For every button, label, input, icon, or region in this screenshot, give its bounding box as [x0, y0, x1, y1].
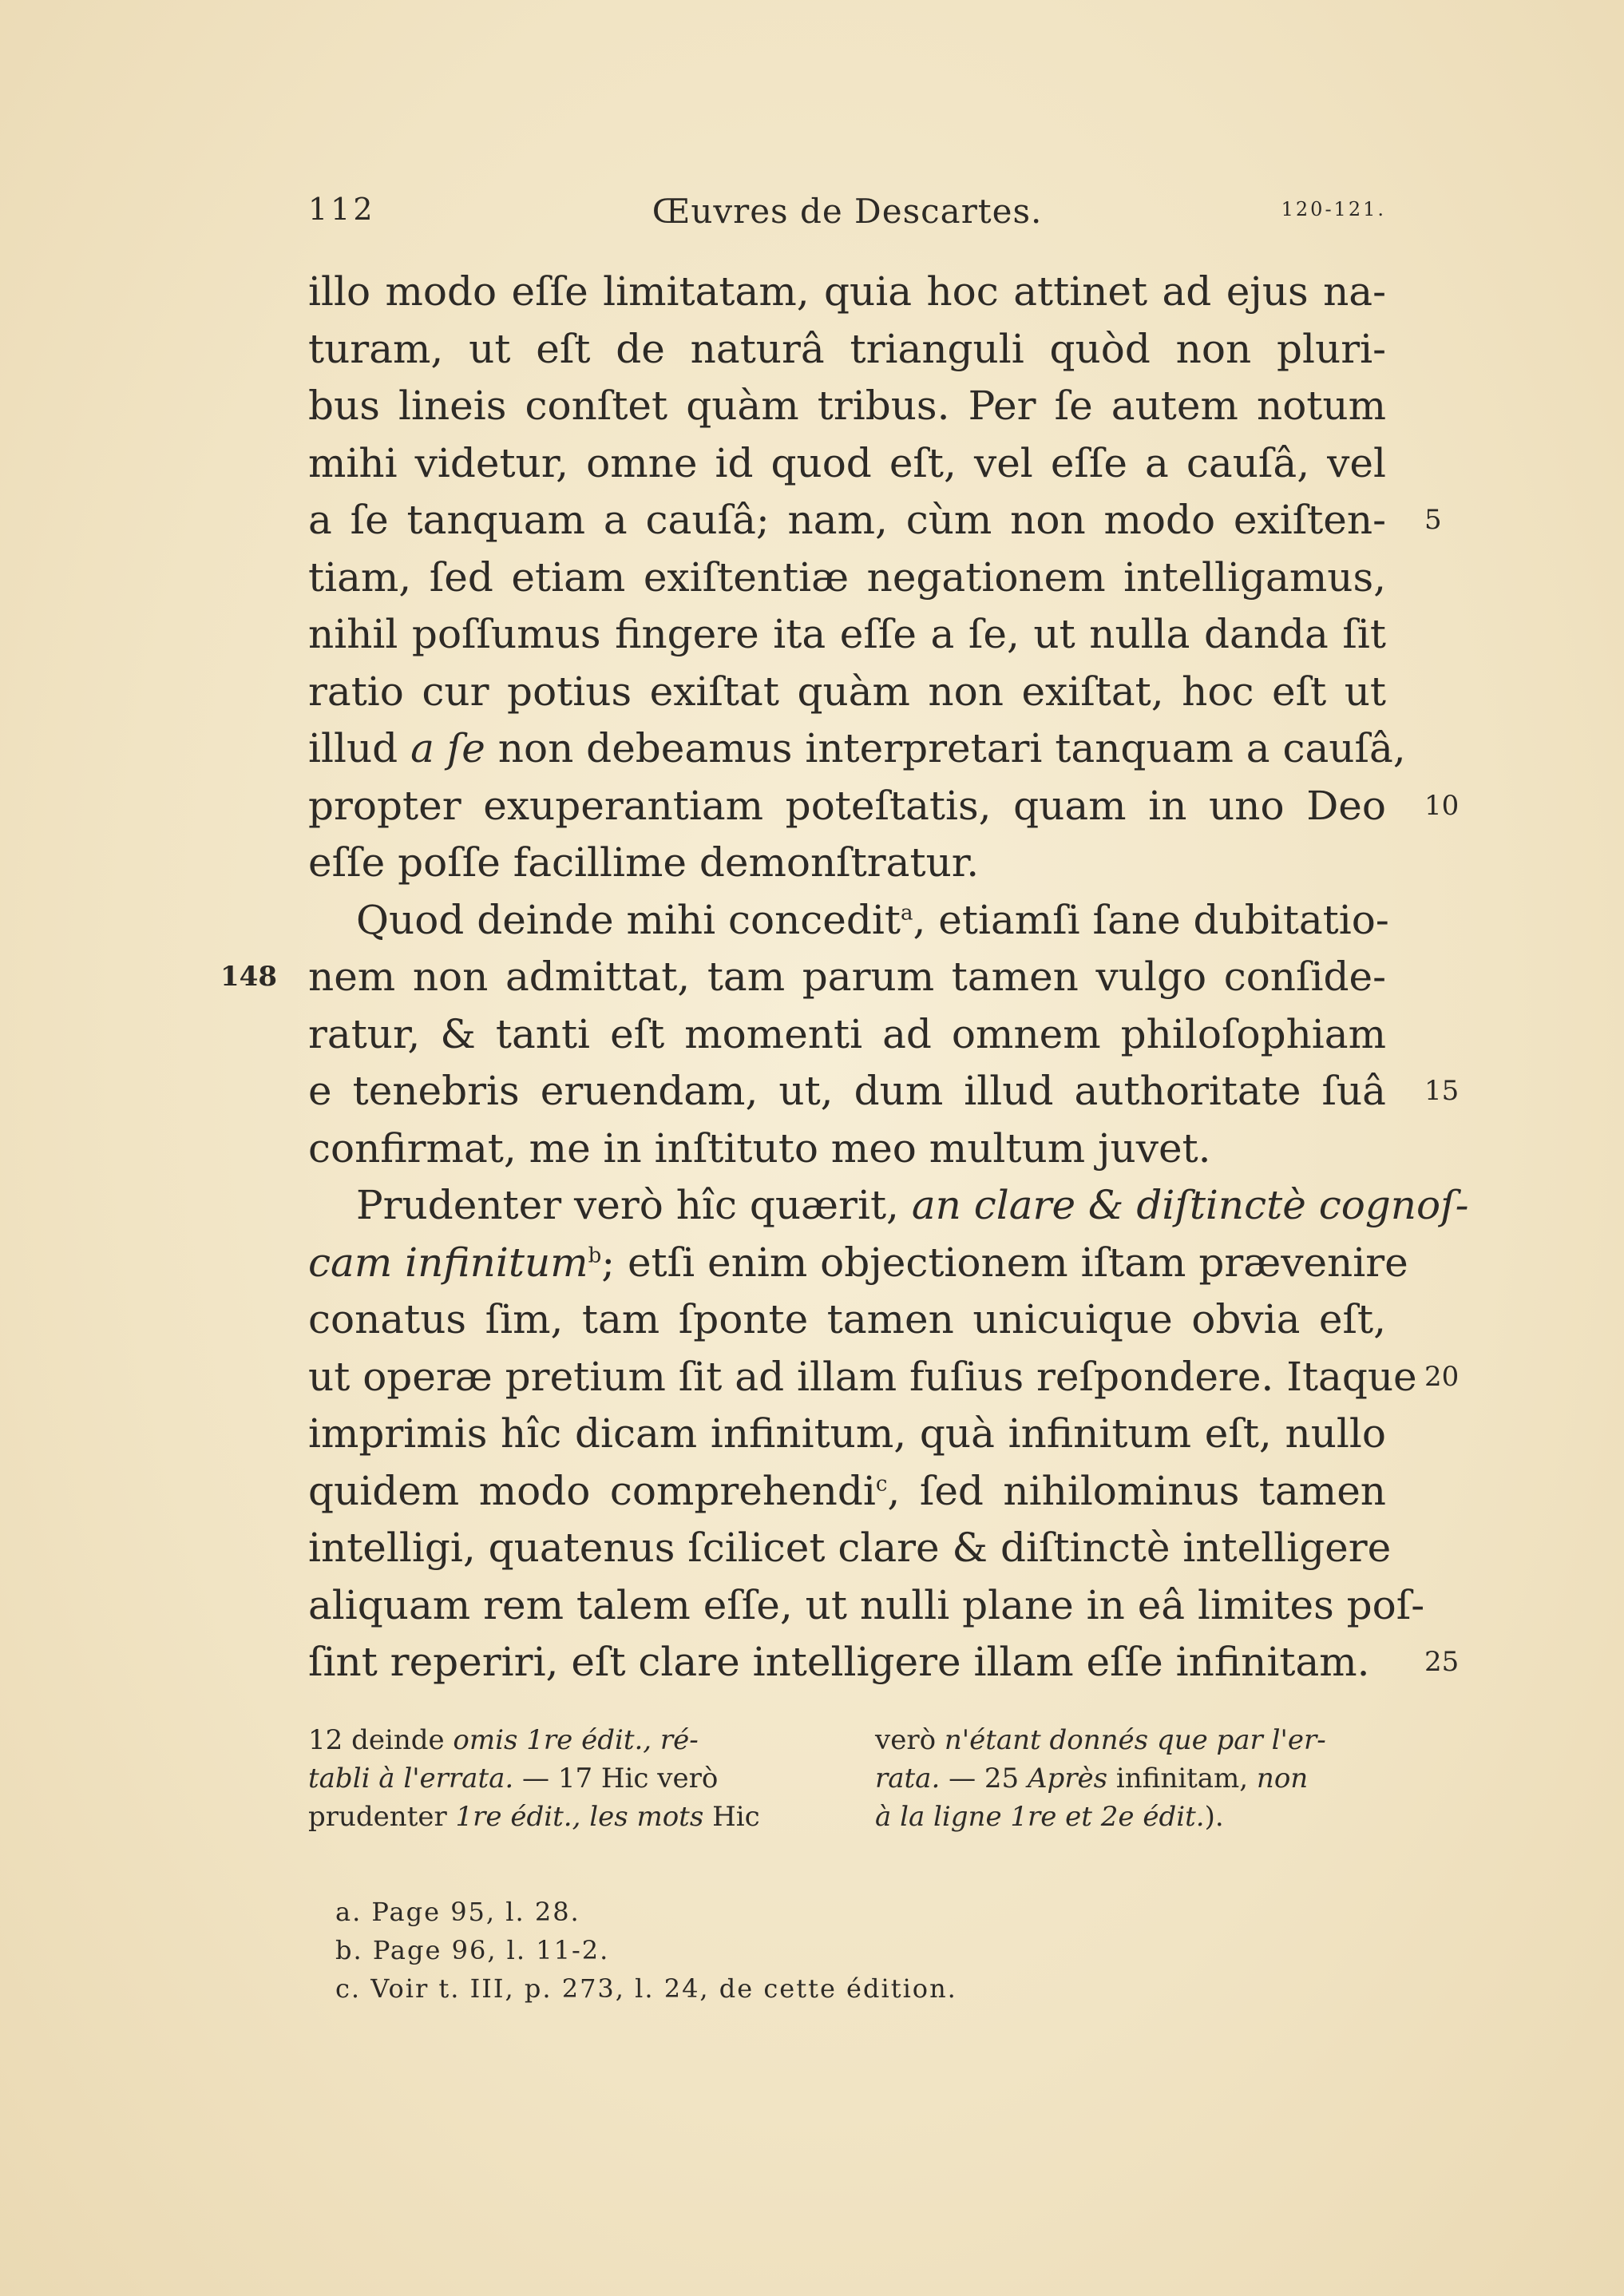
- text-line: [308, 778, 1460, 835]
- line-text: Prudenter verò hîc quærit,: [356, 1182, 912, 1228]
- main-text: [220, 264, 1469, 1691]
- variant-italic: 1re édit., les mots: [455, 1801, 704, 1833]
- text-line: [308, 606, 1386, 664]
- line-text: confirmat, me in inſtituto meo multum juvet.: [308, 1124, 1211, 1172]
- text-line: [308, 1577, 1425, 1635]
- text-line: [308, 835, 1386, 892]
- text-line: [308, 1120, 1386, 1178]
- line-number: 25: [1424, 1646, 1460, 1678]
- text-line: [308, 1520, 1392, 1577]
- italic-text: a ſe: [410, 725, 485, 771]
- line-text: non debeamus interpretari tanquam a cauſâ,: [485, 725, 1406, 771]
- variant-italic: Après: [1027, 1763, 1108, 1794]
- italic-text: an clare & diſtinctè cognoſ-: [911, 1182, 1469, 1228]
- text-line: [220, 949, 1386, 1006]
- variant-text: — 25: [940, 1763, 1028, 1794]
- line-text: ratio cur potius exiſtat quàm non exiſtat, hoc eſt ut: [308, 668, 1386, 715]
- footnote: b. Page 96, l. 11-2.: [335, 1935, 610, 1965]
- line-text: mihi videtur, omne id quod eſt, vel eſſe a cauſâ, vel: [308, 439, 1386, 486]
- line-text: ut operæ pretium ſit ad illam fuſius reſpondere. Itaque: [308, 1353, 1417, 1400]
- line-text: a ſe tanquam a cauſâ; nam, cùm non modo exiſten-: [308, 497, 1386, 543]
- variant-text: infinitam,: [1107, 1763, 1257, 1794]
- line-text: ſint reperiri, eſt clare intelligere illam eſſe infinitam.: [308, 1639, 1370, 1685]
- variant-line: [308, 1721, 819, 1759]
- text-line: [308, 1406, 1386, 1463]
- variants-left-column: [308, 1721, 819, 1836]
- variant-line: [875, 1759, 1386, 1798]
- footnotes: [335, 1893, 957, 2008]
- line-text: eſſe poſſe facillime demonſtratur.: [308, 839, 980, 886]
- page-range: 120-121.: [1281, 198, 1386, 220]
- text-line: [308, 1177, 1469, 1235]
- line-text: illo modo eſſe limitatam, quia hoc attinet ad ejus na-: [308, 268, 1386, 315]
- variant-line: [308, 1759, 819, 1798]
- variant-italic: tabli à l'errata.: [308, 1763, 514, 1794]
- line-text: , etiamſi ſane dubitatio-: [913, 896, 1389, 943]
- text-line: [308, 1235, 1408, 1292]
- text-line: [308, 321, 1386, 379]
- variant-italic: à la ligne 1re et 2e édit.: [875, 1801, 1205, 1833]
- line-number: 10: [1424, 789, 1460, 822]
- line-text: propter exuperantiam poteſtatis, quam in uno Deo: [308, 782, 1386, 829]
- line-text: illud: [308, 725, 411, 771]
- line-text: Quod deinde mihi concedit: [356, 896, 901, 943]
- variant-text: verò: [875, 1724, 945, 1756]
- text-line: [308, 1006, 1386, 1064]
- line-text: ; etſi enim objectionem iſtam prævenire: [601, 1239, 1408, 1286]
- page-number: 112: [308, 192, 376, 227]
- footnote-ref: c: [875, 1471, 888, 1496]
- running-title: Œuvres de Descartes.: [652, 192, 1043, 231]
- text-line: [308, 1063, 1460, 1120]
- text-line: [308, 892, 1389, 950]
- text-line: [308, 664, 1386, 721]
- line-number: 20: [1424, 1360, 1460, 1393]
- line-text: e tenebris eruendam, ut, dum illud authoritate ſuâ: [308, 1068, 1386, 1114]
- line-text: bus lineis conſtet quàm tribus. Per ſe autem notum: [308, 383, 1386, 429]
- line-text: imprimis hîc dicam infinitum, quà infinitum eſt, nullo: [308, 1410, 1386, 1457]
- line-text: ratur, & tanti eſt momenti ad omnem philoſophiam: [308, 1010, 1386, 1057]
- variant-italic: omis 1re édit., ré-: [453, 1724, 699, 1756]
- variant-italic: non: [1256, 1763, 1309, 1794]
- text-line: [308, 492, 1442, 549]
- text-line: [308, 1291, 1386, 1349]
- line-text: aliquam rem talem eſſe, ut nulli plane in eâ limites poſ-: [308, 1581, 1425, 1628]
- footnote: c. Voir t. III, p. 273, l. 24, de cette édition.: [335, 1973, 957, 2004]
- variant-text: ).: [1204, 1801, 1224, 1833]
- footnote: a. Page 95, l. 28.: [335, 1897, 580, 1927]
- line-number: 15: [1424, 1075, 1460, 1107]
- line-text: tiam, ſed etiam exiſtentiæ negationem intelligamus,: [308, 553, 1386, 601]
- text-line: [308, 549, 1386, 607]
- line-text: intelligi, quatenus ſcilicet clare & diſtinctè intelligere: [308, 1525, 1392, 1571]
- variant-line: [875, 1721, 1386, 1759]
- line-number: 5: [1424, 504, 1442, 536]
- text-line: [308, 435, 1386, 493]
- line-text: , ſed nihilominus tamen: [887, 1467, 1386, 1514]
- variant-text: Hic: [703, 1801, 760, 1833]
- line-text: turam, ut eſt de naturâ trianguli quòd non pluri-: [308, 325, 1386, 372]
- variant-italic: rata.: [875, 1763, 941, 1794]
- text-line: [308, 1463, 1386, 1521]
- line-text: nihil poſſumus fingere ita eſſe a ſe, ut nulla danda ſit: [308, 611, 1386, 657]
- variant-text: 12 deinde: [308, 1724, 454, 1756]
- variant-text: — 17 Hic verò: [513, 1763, 719, 1794]
- footnote-ref: a: [900, 900, 913, 925]
- text-line: [308, 1634, 1460, 1691]
- italic-text: cam infinitum: [308, 1239, 588, 1286]
- footnote-ref: b: [588, 1243, 602, 1267]
- line-text: nem non admittat, tam parum tamen vulgo conſide-: [308, 954, 1386, 1000]
- variant-text: prudenter: [308, 1801, 456, 1833]
- line-text: conatus ſim, tam ſponte tamen unicuique obvia eſt,: [308, 1296, 1386, 1342]
- variants-right-column: [875, 1721, 1386, 1836]
- text-line: [308, 378, 1386, 435]
- variant-line: [875, 1798, 1386, 1836]
- text-line: [308, 264, 1386, 321]
- margin-reference: 148: [220, 961, 277, 993]
- text-line: [308, 1349, 1460, 1406]
- variant-italic: n'étant donnés que par l'er-: [944, 1724, 1326, 1756]
- line-text: quidem modo comprehendi: [308, 1467, 876, 1514]
- running-header: [308, 192, 1386, 240]
- text-line: [308, 720, 1406, 778]
- variant-line: [308, 1798, 819, 1836]
